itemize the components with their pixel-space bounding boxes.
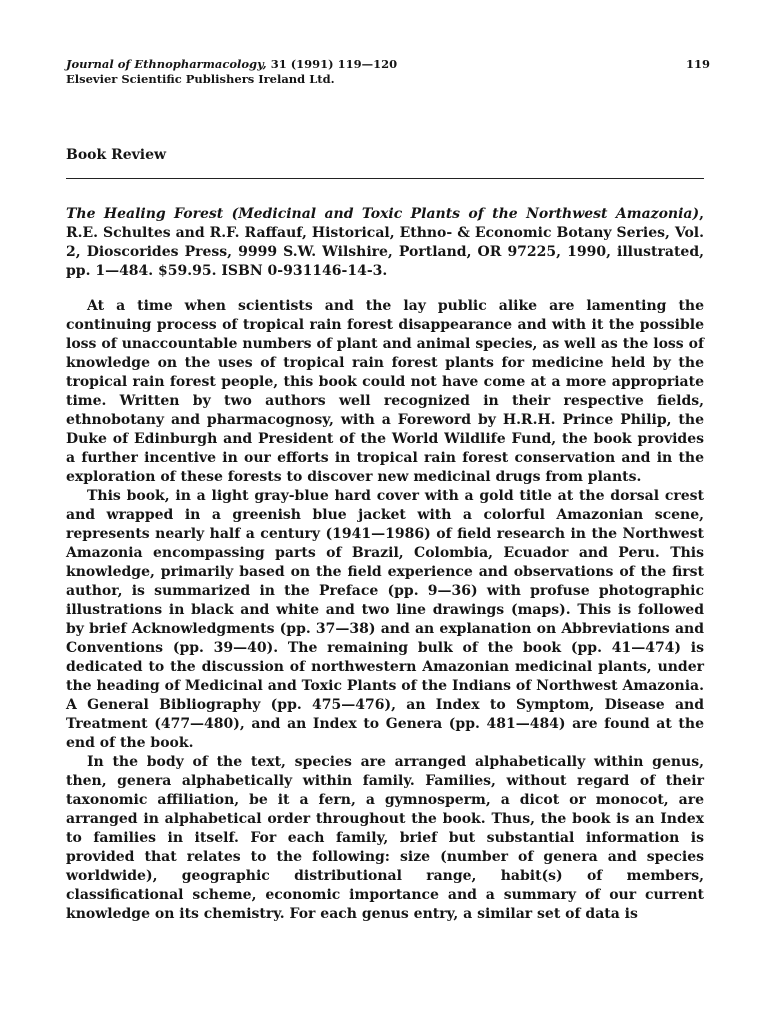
review-body [66, 297, 704, 924]
section-title: Book Review [66, 147, 167, 163]
paragraph: At a time when scientists and the lay public alike are lamenting the continuing process of tropical rain forest disappearance and with it the possible loss of unaccountable numbers of plant and animal species, as well as the loss of knowledge on the uses of tropical rain forest plants for medicine held by the tropical rain forest people, this book could not have come at a more appropriate time. Written by two authors well recognized in their respective fields, ethnobotany and pharmacognosy, with a Foreword by H.R.H. Prince Philip, the Duke of Edinburgh and President of the World Wildlife Fund, the book provides a further incentive in our efforts in tropical rain forest conservation and in the exploration of these forests to discover new medicinal drugs from plants. [66, 298, 704, 485]
page-header [66, 57, 710, 87]
paragraph: This book, in a light gray-blue hard cover with a gold title at the dorsal crest and wrapped in a greenish blue jacket with a colorful Amazonian scene, represents nearly half a century (1941—1986) of field research in the Northwest Amazonia encompassing parts of Brazil, Colombia, Ecuador and Peru. This knowledge, primarily based on the field experience and observations of the first author, is summarized in the Preface (pp. 9—36) with profuse photographic illustrations in black and white and two line drawings (maps). This is followed by brief Acknowledgments (pp. 37—38) and an explanation on Abbreviations and Conventions (pp. 39—40). The remaining bulk of the book (pp. 41—474) is dedicated to the discussion of northwestern Amazonian medicinal plants, under the heading of Medicinal and Toxic Plants of the Indians of Northwest Amazonia. A General Bibliography (pp. 475—476), an Index to Symptom, Disease and Treatment (477—480), and an Index to Genera (pp. 481—484) are found at the end of the book. [66, 488, 704, 751]
book-title: The Healing Forest (Medicinal and Toxic Plants of the Northwest Amazonia) [66, 206, 700, 222]
volume-info: 31 (1991) 119—120 [266, 57, 398, 71]
paragraph: In the body of the text, species are arranged alphabetically within genus, then, genera alphabetically within family. Families, without regard of their taxonomic affiliation, be it a fern, a gymnosperm, a dicot or monocot, are arranged in alphabetical order throughout the book. Thus, the book is an Index to families in itself. For each family, brief but substantial information is provided that relates to the following: size (number of genera and species worldwide), geographic distributional range, habit(s) of members, classificational scheme, economic importance and a summary of our current knowledge on its chemistry. For each genus entry, a similar set of data is [66, 754, 704, 922]
journal-name: Journal of Ethnopharmacology, [66, 57, 267, 71]
book-details: , R.E. Schultes and R.F. Raffauf, Historical, Ethno- & Economic Botany Series, Vol. 2, Dioscorides Press, 9999 S.W. Wilshire, Portland, OR 97225, 1990, illustrated, pp. 1—484. $59.95. ISBN 0-931146-14-3. [66, 206, 704, 279]
publisher: Elsevier Scientific Publishers Ireland Ltd. [66, 72, 335, 86]
page-number: 119 [685, 57, 710, 71]
divider [66, 178, 704, 179]
book-citation [66, 205, 704, 281]
journal-citation-line [66, 57, 710, 72]
